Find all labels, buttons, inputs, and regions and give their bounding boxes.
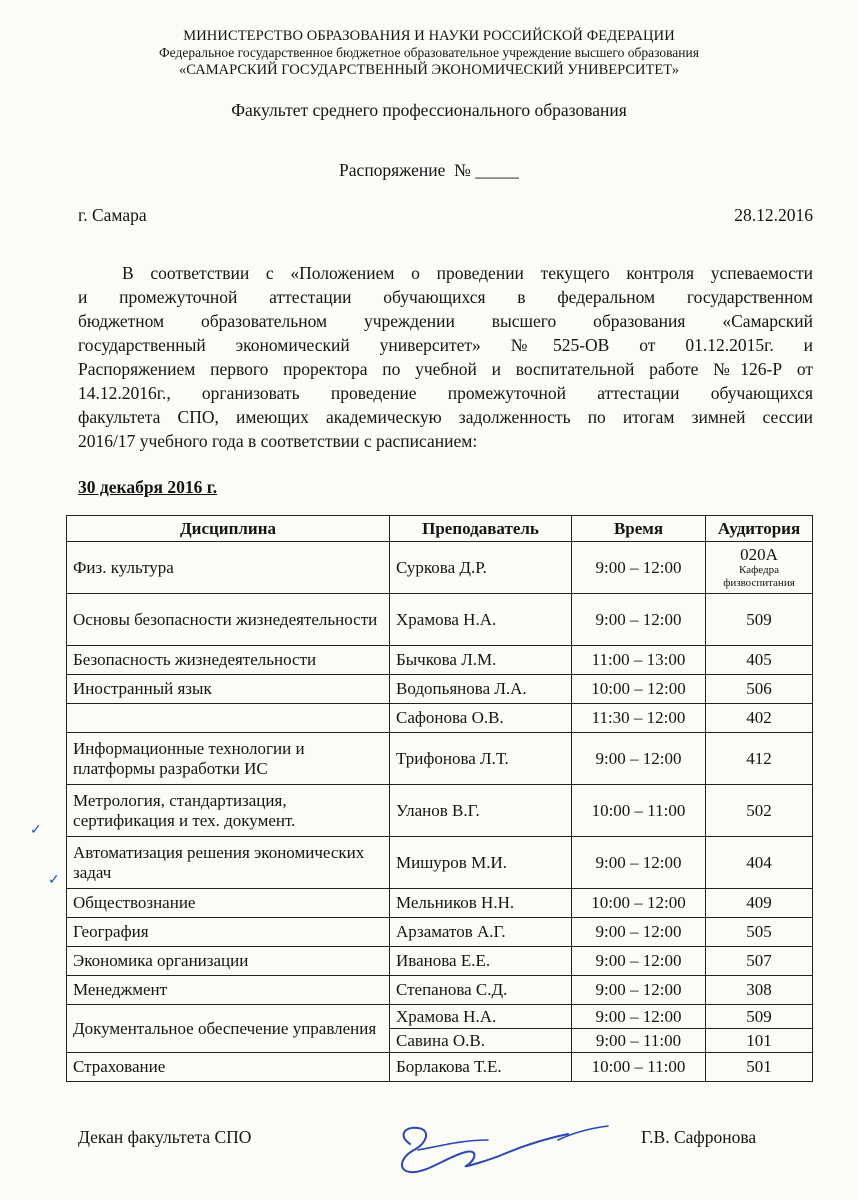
discipline-cell: Обществознание (67, 889, 390, 918)
room-cell: 101 (706, 1029, 813, 1053)
teacher-cell: Суркова Д.Р. (390, 542, 572, 594)
table-row (67, 594, 813, 646)
header-room: Аудитория (706, 516, 813, 542)
teacher-cell: Водопьянова Л.А. (390, 675, 572, 704)
body-line: 14.12.2016г., организовать проведение промежуточной аттестации обучающихся (78, 383, 813, 403)
ministry-title: МИНИСТЕРСТВО ОБРАЗОВАНИЯ И НАУКИ РОССИЙСКОЙ ФЕДЕРАЦИИ (183, 28, 675, 44)
discipline-cell: Менеджмент (67, 976, 390, 1005)
table-header-row (67, 516, 813, 542)
time-cell: 9:00 – 12:00 (572, 733, 706, 785)
discipline-cell: Информационные технологии и платформы разработки ИС (67, 733, 390, 785)
discipline-cell: Страхование (67, 1053, 390, 1082)
discipline-cell: Физ. культура (67, 542, 390, 594)
room-cell: 409 (706, 889, 813, 918)
body-line: бюджетном образовательном учреждении высшего образования «Самарский (78, 311, 813, 331)
teacher-cell: Храмова Н.А. (390, 1005, 572, 1029)
body-line: Распоряжением первого проректора по учебной и воспитательной работе №126-Р от (78, 359, 813, 379)
time-cell: 9:00 – 12:00 (572, 837, 706, 889)
teacher-cell: Бычкова Л.М. (390, 646, 572, 675)
signature-icon (370, 1110, 610, 1190)
teacher-cell: Сафонова О.В. (390, 704, 572, 733)
table-row (67, 837, 813, 889)
room-note: Кафедра физвоспитания (723, 563, 795, 589)
time-cell: 9:00 – 12:00 (572, 976, 706, 1005)
room-cell: 509 (706, 594, 813, 646)
signatory-name: Г.В. Сафронова (641, 1127, 757, 1147)
room-cell: 412 (706, 733, 813, 785)
teacher-cell: Арзаматов А.Г. (390, 918, 572, 947)
header-teacher: Преподаватель (390, 516, 572, 542)
teacher-cell: Савина О.В. (390, 1029, 572, 1053)
time-cell: 10:00 – 12:00 (572, 675, 706, 704)
room-cell: 507 (706, 947, 813, 976)
time-cell: 9:00 – 12:00 (572, 947, 706, 976)
body-line: 2016/17 учебного года в соответствии с расписанием: (78, 431, 478, 451)
order-title: Распоряжение № _____ (339, 160, 519, 180)
teacher-cell: Борлакова Т.Е. (390, 1053, 572, 1082)
discipline-cell (67, 704, 390, 733)
body-line: факультета СПО, имеющих академическую задолженность по итогам зимней сессии (78, 407, 813, 427)
time-cell: 10:00 – 11:00 (572, 1053, 706, 1082)
discipline-cell: Документальное обеспечение управления (67, 1005, 390, 1053)
body-line: В соответствии с «Положением о проведении текущего контроля успеваемости (122, 263, 813, 283)
table-row (67, 947, 813, 976)
schedule-table (66, 515, 813, 1082)
discipline-cell: Метрология, стандартизация, сертификация и тех. документ. (67, 785, 390, 837)
time-cell: 11:30 – 12:00 (572, 704, 706, 733)
room-number: 020А (740, 544, 778, 564)
discipline-cell: Безопасность жизнедеятельности (67, 646, 390, 675)
time-cell: 11:00 – 13:00 (572, 646, 706, 675)
room-cell: 505 (706, 918, 813, 947)
room-cell: 404 (706, 837, 813, 889)
university-name: «САМАРСКИЙ ГОСУДАРСТВЕННЫЙ ЭКОНОМИЧЕСКИЙ УНИВЕРСИТЕТ» (179, 62, 679, 78)
time-cell: 9:00 – 12:00 (572, 542, 706, 594)
header-discipline: Дисциплина (67, 516, 390, 542)
table-row (67, 704, 813, 733)
teacher-cell: Мишуров М.И. (390, 837, 572, 889)
time-cell: 9:00 – 12:00 (572, 594, 706, 646)
check-mark-icon: ✓ (48, 873, 60, 888)
institution-type: Федеральное государственное бюджетное образовательное учреждение высшего образования (159, 45, 699, 60)
room-cell: 308 (706, 976, 813, 1005)
table-row (67, 646, 813, 675)
table-row (67, 1005, 813, 1029)
faculty-title: Факультет среднего профессионального образования (231, 100, 627, 120)
table-row (67, 542, 813, 594)
discipline-cell: Основы безопасности жизнедеятельности (67, 594, 390, 646)
table-row (67, 675, 813, 704)
city: г. Самара (78, 205, 147, 225)
document-date: 28.12.2016 (734, 205, 813, 225)
room-cell: 506 (706, 675, 813, 704)
teacher-cell: Иванова Е.Е. (390, 947, 572, 976)
discipline-cell: Автоматизация решения экономических задач (67, 837, 390, 889)
discipline-cell: Экономика организации (67, 947, 390, 976)
teacher-cell: Мельников Н.Н. (390, 889, 572, 918)
time-cell: 10:00 – 11:00 (572, 785, 706, 837)
room-cell: 509 (706, 1005, 813, 1029)
time-cell: 9:00 – 12:00 (572, 1005, 706, 1029)
table-row (67, 889, 813, 918)
time-cell: 9:00 – 12:00 (572, 918, 706, 947)
time-cell: 10:00 – 12:00 (572, 889, 706, 918)
time-cell: 9:00 – 11:00 (572, 1029, 706, 1053)
discipline-cell: Иностранный язык (67, 675, 390, 704)
table-row (67, 1053, 813, 1082)
room-cell (706, 542, 813, 594)
room-cell: 402 (706, 704, 813, 733)
discipline-cell: География (67, 918, 390, 947)
body-line: и промежуточной аттестации обучающихся в федеральном государственном (78, 287, 813, 307)
room-cell: 405 (706, 646, 813, 675)
table-row (67, 785, 813, 837)
signatory-position: Декан факультета СПО (78, 1127, 252, 1147)
table-row (67, 733, 813, 785)
teacher-cell: Трифонова Л.Т. (390, 733, 572, 785)
teacher-cell: Уланов В.Г. (390, 785, 572, 837)
body-line: государственный экономический университет» №525-ОВ от 01.12.2015г. и (78, 335, 813, 355)
teacher-cell: Степанова С.Д. (390, 976, 572, 1005)
table-row (67, 976, 813, 1005)
check-mark-icon: ✓ (30, 823, 42, 838)
room-cell: 502 (706, 785, 813, 837)
header-time: Время (572, 516, 706, 542)
room-cell: 501 (706, 1053, 813, 1082)
schedule-date: 30 декабря 2016 г. (78, 477, 218, 497)
teacher-cell: Храмова Н.А. (390, 594, 572, 646)
order-body (78, 261, 813, 453)
table-row (67, 918, 813, 947)
